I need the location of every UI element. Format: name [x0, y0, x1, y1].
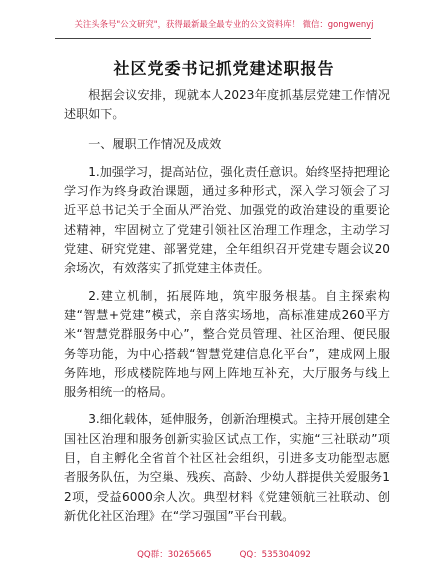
header-divider	[55, 38, 371, 39]
section-heading: 一、履职工作情况及成效	[88, 136, 222, 151]
paragraph-3: 3.细化载体，延伸服务，创新治理模式。主持开展创建全国社区治理和服务创新实验区试点工作，实施“三社联动”项目，自主孵化全省首个社区社会组织，引进多支功能型志愿者服务队伍，为空巢、残疾、高龄、少幼人群提供关爱服务12项，受益6000余人次。典型材料《党建领航三社联动、创新优化社区治理》在“学习强国”平台刊载。	[64, 412, 390, 523]
footer-qq-group: QQ群：30265665	[137, 550, 212, 560]
header-banner: 关注头条号"公文研究"，获得最新最全最专业的公文资料库！ 微信：gongwenyj	[74, 19, 374, 29]
paragraph-2: 2.建立机制，拓展阵地，筑牢服务根基。自主探索构建“智慧+党建”模式，亲自落实场地，高标准建成260平方米“智慧党群服务中心”，整合党员管理、社区治理、便民服务等功能，为中心搭载“智慧党建信息化平台”，建成网上服务阵地，形成楼院阵地与网上阵地互补充，大厅服务与线上服务相统一的格局。	[64, 288, 390, 400]
paragraph-1: 1.加强学习，提高站位，强化责任意识。始终坚持把理论学习作为终身政治课题，通过多种形式，深入学习领会了习近平总书记关于全面从严治党、加强党的政治建设的重要论述精神，牢固树立了党建引领社区治理工作理念，主动学习党建、研究党建、部署党建，全年组织召开党建专题会议20余场次，有效落实了抓党建主体责任。	[64, 164, 390, 276]
intro-paragraph: 根据会议安排，现就本人2023年度抓基层党建工作情况述职如下。	[64, 88, 390, 122]
footer-contact	[0, 548, 448, 560]
document-title: 社区党委书记抓党建述职报告	[113, 59, 335, 78]
footer-qq: QQ：535304092	[239, 550, 311, 560]
document-body	[64, 86, 390, 534]
